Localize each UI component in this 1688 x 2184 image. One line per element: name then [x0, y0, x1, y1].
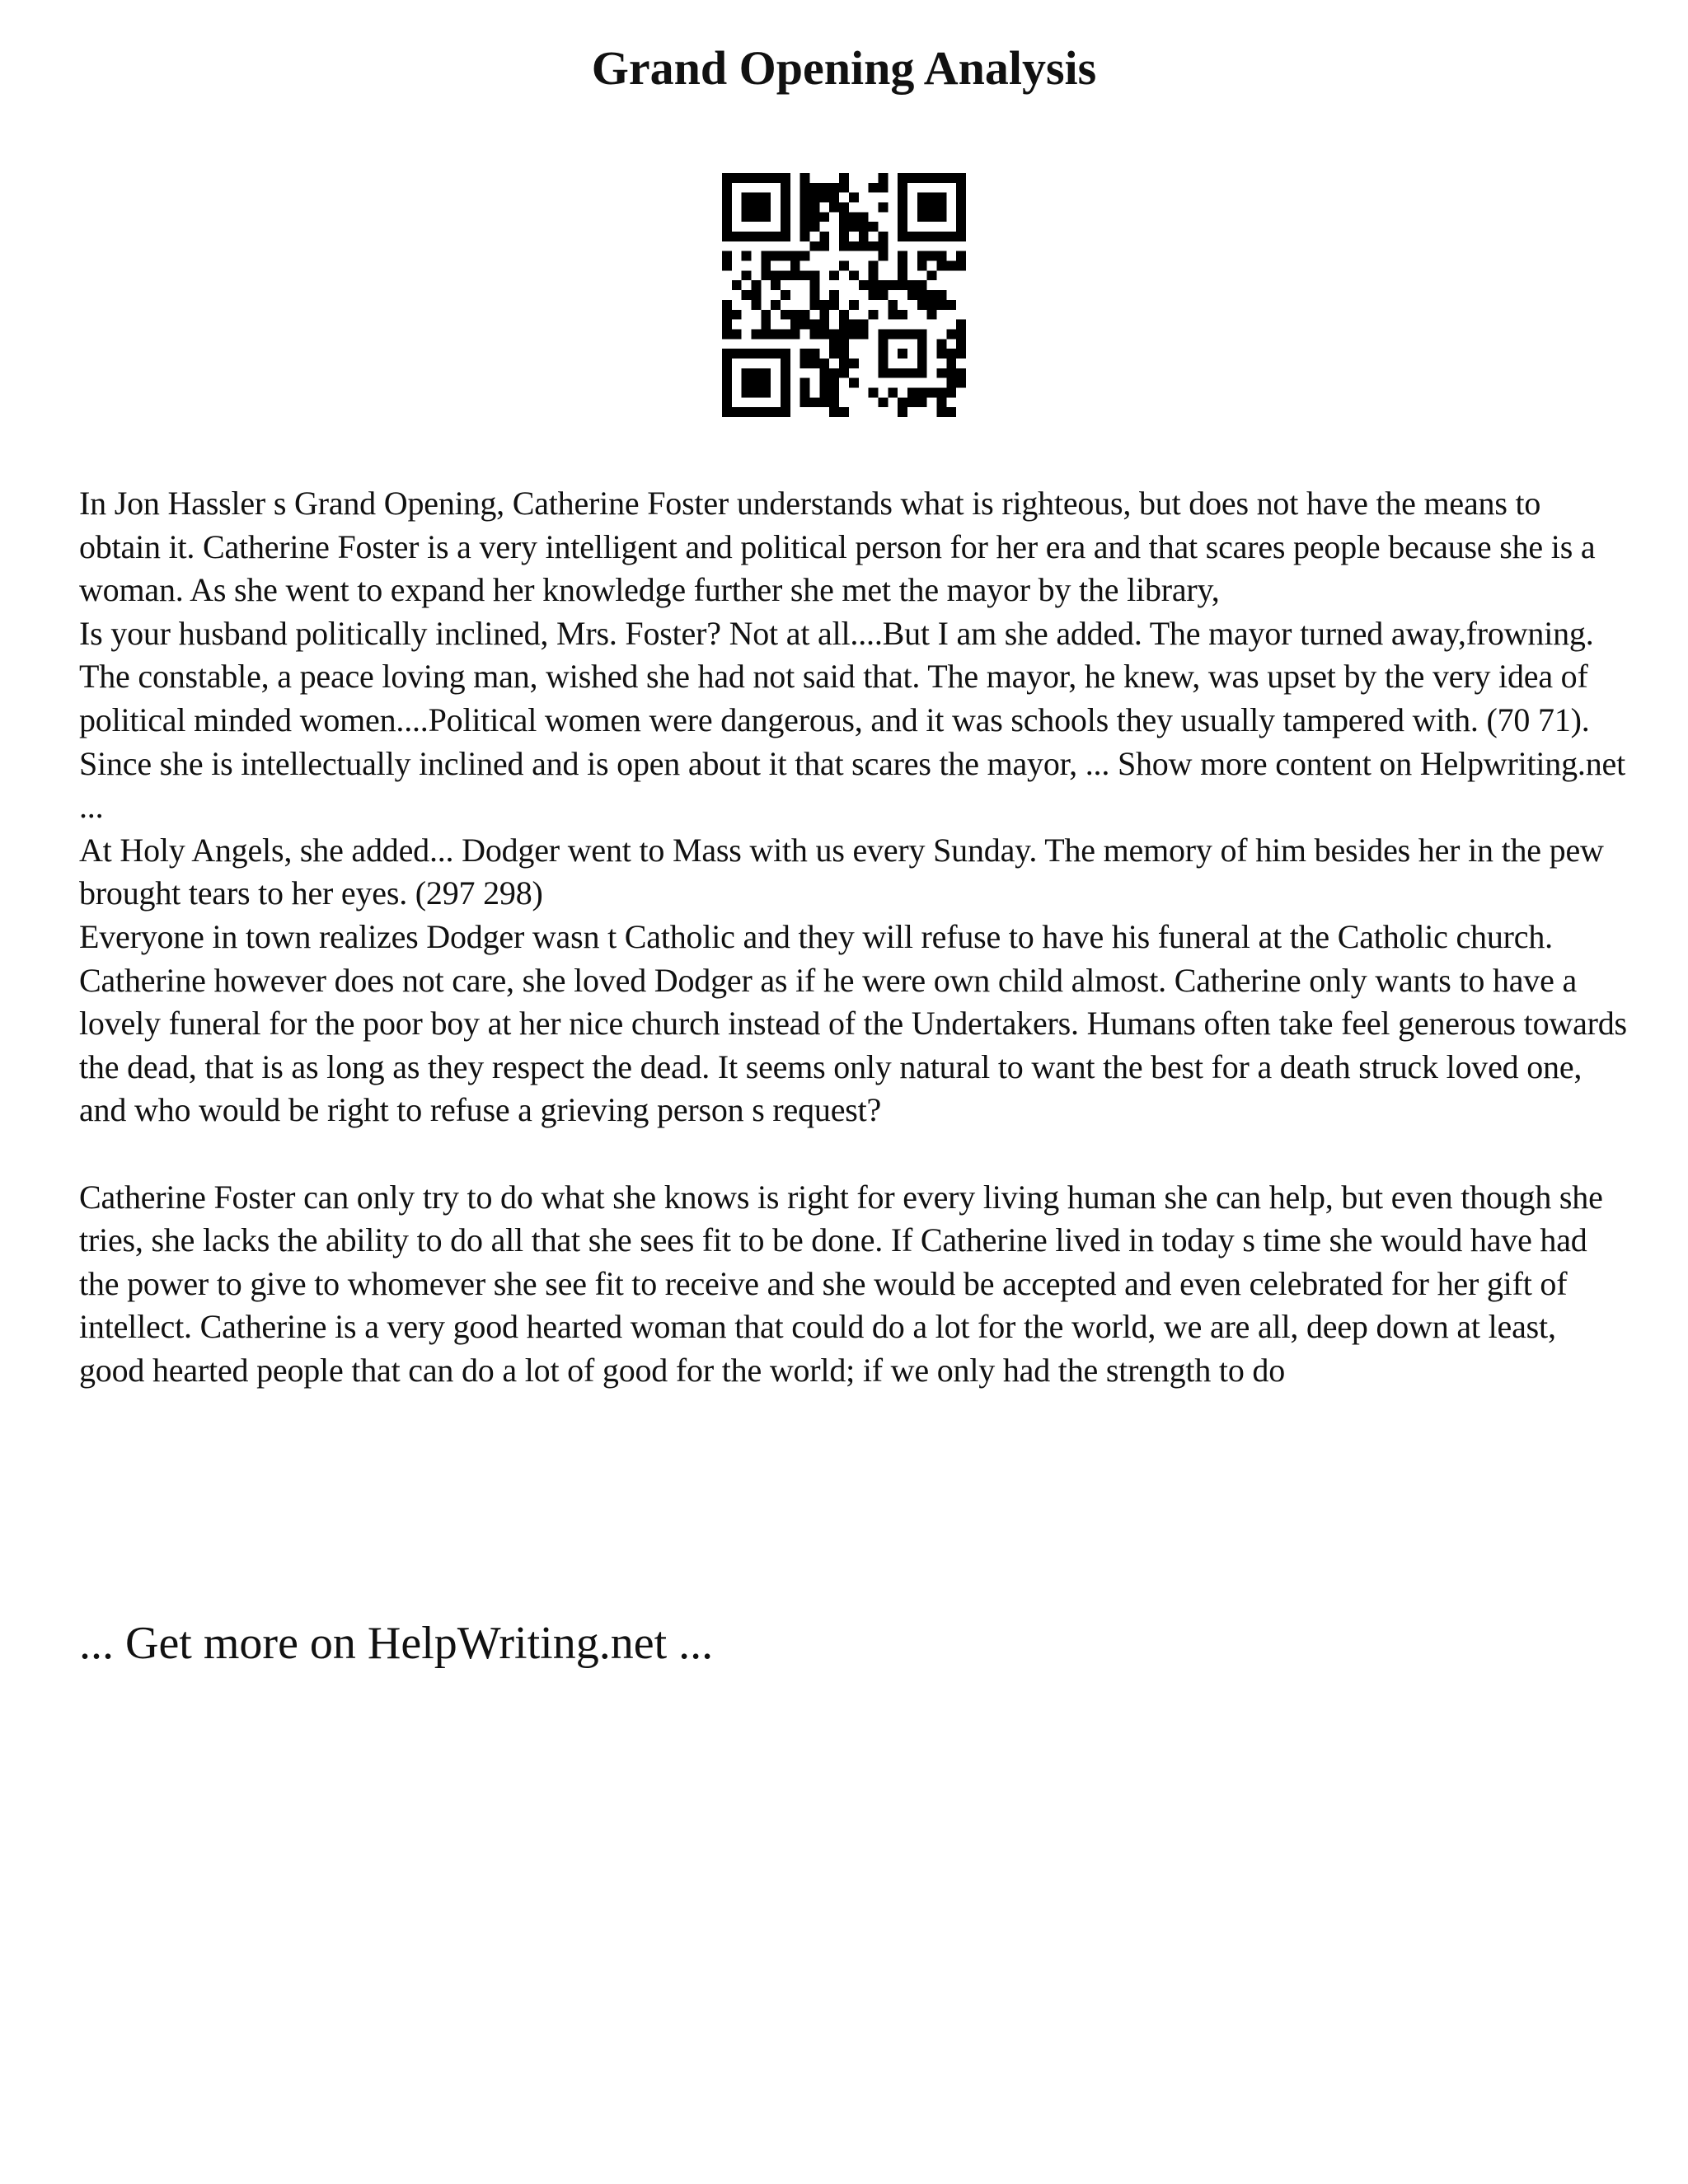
- document-body: [79, 482, 1629, 1392]
- document-title: Grand Opening Analysis: [591, 41, 1097, 95]
- paragraph: Since she is intellectually inclined and is open about it that scares the mayor, ... Show more content on Helpwriting.net ...: [79, 744, 1625, 826]
- paragraph: Catherine Foster can only try to do what she knows is right for every living human she can help, but even though she tries, she lacks the ability to do all that she sees fit to be done. If Catherine lived in today s time she would have had the power to give to whomever she see fit to receive and she would be accepted and even celebrated for her gift of intellect. Catherine is a very good hearted woman that could do a lot for the world, we are all, deep down at least, good hearted people that can do a lot of good for the world; if we only had the strength to do: [79, 1178, 1603, 1389]
- get-more-link[interactable]: ... Get more on HelpWriting.net ...: [79, 1618, 714, 1669]
- paragraph: At Holy Angels, she added... Dodger went to Mass with us every Sunday. The memory of him besides her in the pew brought tears to her eyes. (297 298): [79, 831, 1604, 912]
- paragraph: Is your husband politically inclined, Mrs. Foster? Not at all....But I am she added. The mayor turned away,frowning. The constable, a peace loving man, wished she had not said that. The mayor, he knew, was upset by the very idea of political minded women....Political women were dangerous, and it was schools they usually tampered with. (70 71).: [79, 614, 1594, 738]
- paragraph: Everyone in town realizes Dodger wasn t Catholic and they will refuse to have his funeral at the Catholic church. Catherine however does not care, she loved Dodger as if he were own child almost. Catherine only wants to have a lovely funeral for the poor boy at her nice church instead of the Undertakers. Humans often take feel generous towards the dead, that is as long as they respect the dead. It seems only natural to want the best for a death struck loved one, and who would be right to refuse a grieving person s request?: [79, 917, 1627, 1129]
- qr-code: [722, 173, 966, 417]
- qr-code-icon: [722, 173, 966, 417]
- paragraph: In Jon Hassler s Grand Opening, Catherine Foster understands what is righteous, but does not have the means to obtain it. Catherine Foster is a very intelligent and political person for her era and that scares people because she is a woman. As she went to expand her knowledge further she met the mayor by the library,: [79, 485, 1596, 609]
